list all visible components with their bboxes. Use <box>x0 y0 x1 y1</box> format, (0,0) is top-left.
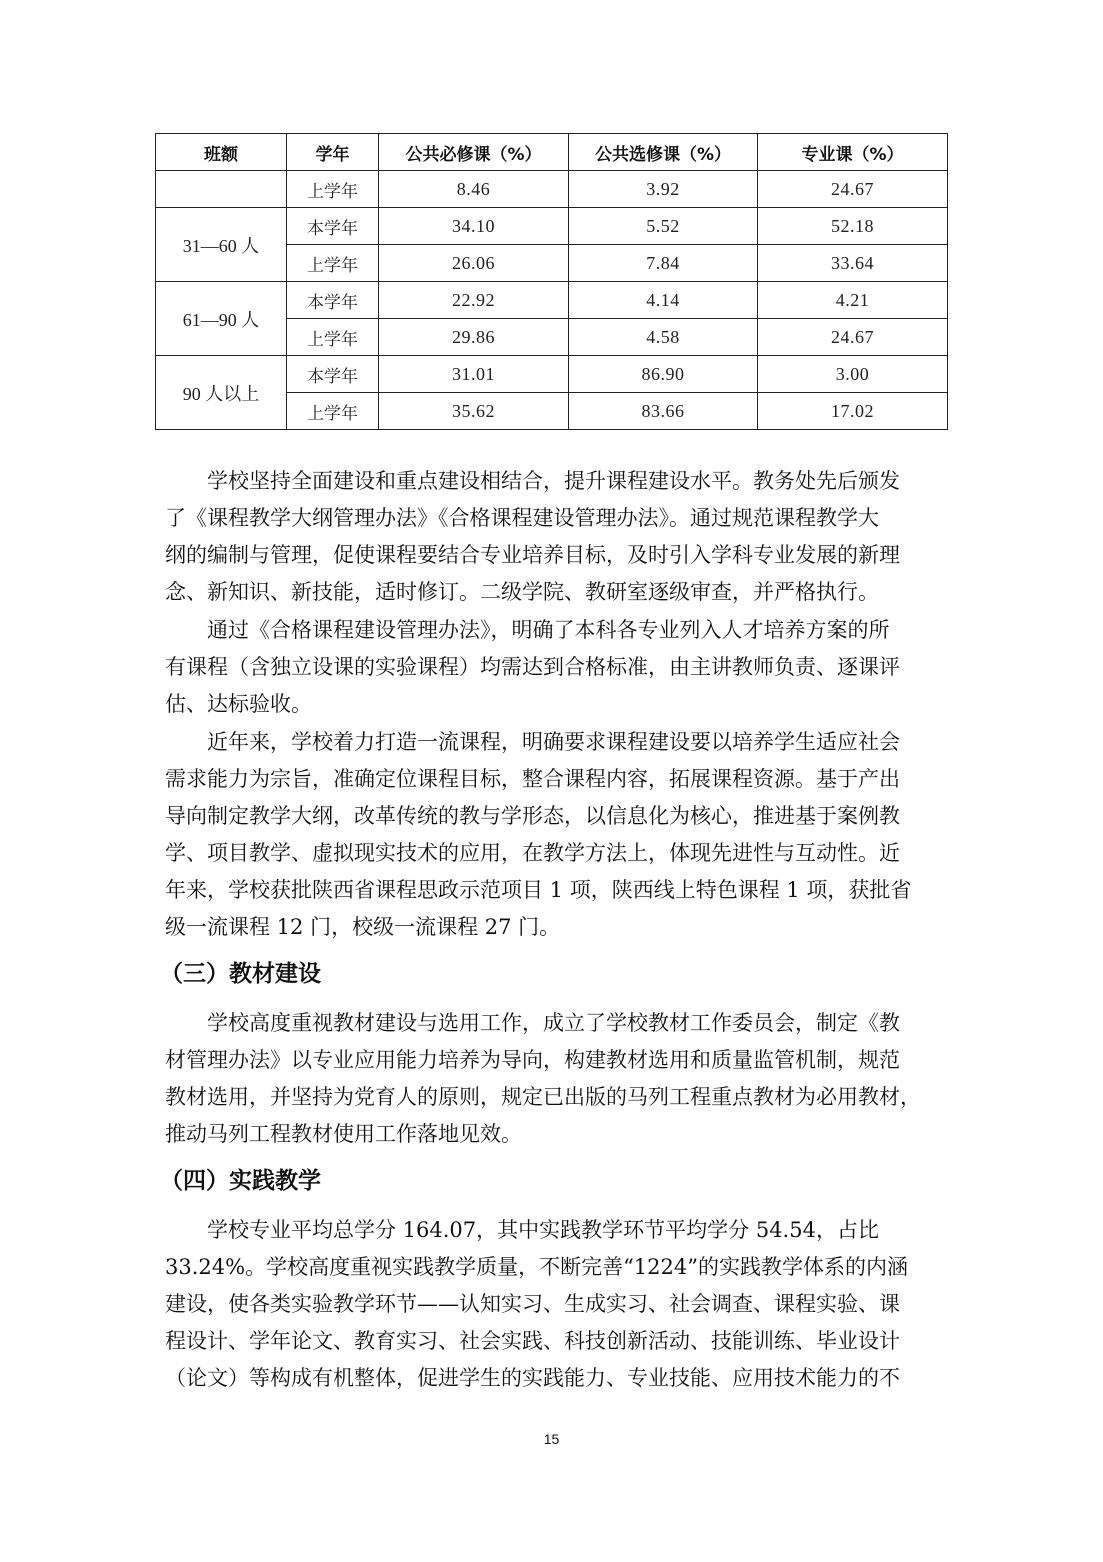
paragraph-qualified-courses <box>165 612 939 723</box>
required-cell: 35.62 <box>379 393 569 430</box>
text-line: 教材选用，并坚持为党育人的原则，规定已出版的马列工程重点教材为必用教材， <box>165 1085 921 1109</box>
year-cell: 上学年 <box>287 319 379 356</box>
text-line: 纲的编制与管理，促使课程要结合专业培养目标，及时引入学科专业发展的新理 <box>165 543 900 567</box>
text-line: 估、达标验收。 <box>165 692 312 716</box>
elective-cell: 86.90 <box>569 356 758 393</box>
text-line: 33.24%。学校高度重视实践教学质量，不断完善“1224”的实践教学体系的内涵 <box>165 1255 908 1279</box>
year-cell: 本学年 <box>287 356 379 393</box>
text-line: 念、新知识、新技能，适时修订。二级学院、教研室逐级审查，并严格执行。 <box>165 580 879 604</box>
elective-cell: 5.52 <box>569 208 758 245</box>
major-cell: 33.64 <box>758 245 948 282</box>
elective-cell: 4.58 <box>569 319 758 356</box>
required-cell: 29.86 <box>379 319 569 356</box>
header-class-size: 班额 <box>156 134 287 171</box>
table-row <box>156 208 948 245</box>
text-line: 通过《合格课程建设管理办法》，明确了本科各专业列入人才培养方案的所 <box>165 618 890 642</box>
text-line: 有课程（含独立设课的实验课程）均需达到合格标准，由主讲教师负责、逐课评 <box>165 655 900 679</box>
text-line: （论文）等构成有机整体，促进学生的实践能力、专业技能、应用技术能力的不 <box>165 1366 900 1390</box>
text-line: 年来，学校获批陕西省课程思政示范项目 1 项，陕西线上特色课程 1 项，获批省 <box>165 878 912 902</box>
section-heading-practice: （四）实践教学 <box>160 1168 321 1194</box>
text-line: 程设计、学年论文、教育实习、社会实践、科技创新活动、技能训练、毕业设计 <box>165 1329 900 1353</box>
elective-cell: 4.14 <box>569 282 758 319</box>
paragraph-practice-teaching <box>165 1212 939 1397</box>
major-cell: 24.67 <box>758 319 948 356</box>
required-cell: 34.10 <box>379 208 569 245</box>
paragraph-course-construction <box>165 463 939 611</box>
text-line: 学校坚持全面建设和重点建设相结合，提升课程建设水平。教务处先后颁发 <box>165 469 900 493</box>
table-row <box>156 282 948 319</box>
text-line: 级一流课程 12 门，校级一流课程 27 门。 <box>165 915 561 939</box>
header-major: 专业课（%） <box>758 134 948 171</box>
text-line: 建设，使各类实验教学环节——认知实习、生成实习、社会调查、课程实验、课 <box>165 1292 900 1316</box>
text-line: 导向制定教学大纲，改革传统的教与学形态，以信息化为核心，推进基于案例教 <box>165 804 900 828</box>
section-heading-textbooks: （三）教材建设 <box>160 961 321 987</box>
required-cell: 8.46 <box>379 171 569 208</box>
major-cell: 17.02 <box>758 393 948 430</box>
class-size-cell: 31—60 人 <box>156 208 287 282</box>
year-cell: 本学年 <box>287 282 379 319</box>
text-line: 学、项目教学、虚拟现实技术的应用，在教学方法上，体现先进性与互动性。近 <box>165 841 900 865</box>
text-line: 推动马列工程教材使用工作落地见效。 <box>165 1122 522 1146</box>
paragraph-textbooks <box>165 1005 939 1153</box>
year-cell: 本学年 <box>287 208 379 245</box>
required-cell: 31.01 <box>379 356 569 393</box>
page-number: 15 <box>543 1431 560 1447</box>
elective-cell: 7.84 <box>569 245 758 282</box>
major-cell: 4.21 <box>758 282 948 319</box>
class-size-course-table <box>155 133 948 430</box>
table-row <box>156 356 948 393</box>
elective-cell: 83.66 <box>569 393 758 430</box>
text-line: 了《课程教学大纲管理办法》《合格课程建设管理办法》。通过规范课程教学大 <box>165 506 879 530</box>
year-cell: 上学年 <box>287 171 379 208</box>
elective-cell: 3.92 <box>569 171 758 208</box>
table-header-row <box>156 134 948 171</box>
header-year: 学年 <box>287 134 379 171</box>
class-size-cell: 61—90 人 <box>156 282 287 356</box>
text-line: 学校高度重视教材建设与选用工作，成立了学校教材工作委员会，制定《教 <box>165 1011 900 1035</box>
year-cell: 上学年 <box>287 245 379 282</box>
required-cell: 22.92 <box>379 282 569 319</box>
text-line: 材管理办法》以专业应用能力培养为导向，构建教材选用和质量监管机制，规范 <box>165 1048 900 1072</box>
header-elective: 公共选修课（%） <box>569 134 758 171</box>
header-required: 公共必修课（%） <box>379 134 569 171</box>
text-line: 需求能力为宗旨，准确定位课程目标，整合课程内容，拓展课程资源。基于产出 <box>165 767 900 791</box>
required-cell: 26.06 <box>379 245 569 282</box>
major-cell: 3.00 <box>758 356 948 393</box>
major-cell: 24.67 <box>758 171 948 208</box>
paragraph-first-class-courses <box>165 724 939 946</box>
text-line: 学校专业平均总学分 164.07，其中实践教学环节平均学分 54.54，占比 <box>165 1218 879 1242</box>
class-size-cell <box>156 171 287 208</box>
class-size-cell: 90 人以上 <box>156 356 287 430</box>
table-row <box>156 171 948 208</box>
year-cell: 上学年 <box>287 393 379 430</box>
text-line: 近年来，学校着力打造一流课程，明确要求课程建设要以培养学生适应社会 <box>165 730 900 754</box>
major-cell: 52.18 <box>758 208 948 245</box>
